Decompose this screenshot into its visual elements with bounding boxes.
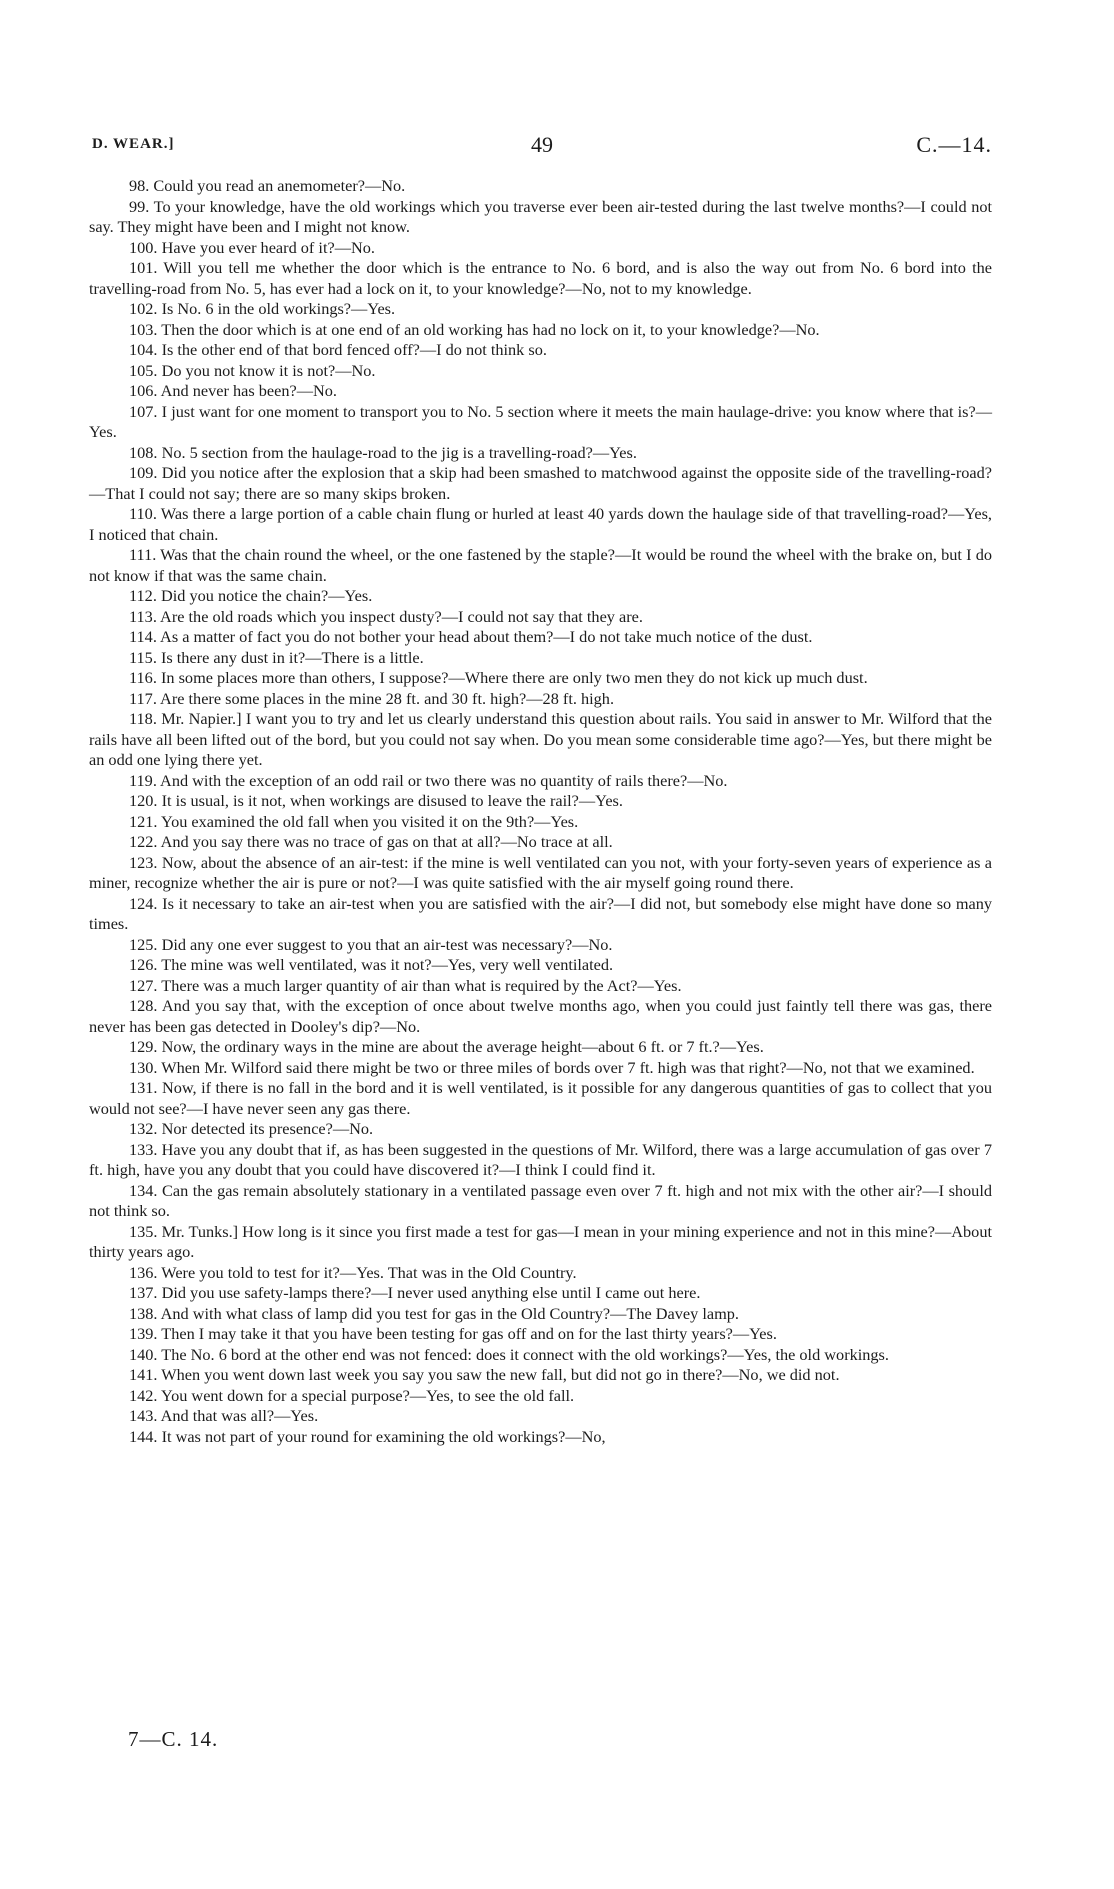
question-answer-paragraph: 142. You went down for a special purpose?—Yes, to see the old fall. — [129, 1385, 575, 1405]
question-answer-paragraph: 107. I just want for one moment to transport you to No. 5 section where it meets the main haulage-drive: you know where that is?—Yes. — [89, 401, 992, 441]
question-answer-paragraph: 137. Did you use safety-lamps there?—I never used anything else until I came out here. — [129, 1283, 701, 1302]
question-answer-paragraph: 98. Could you read an anemometer?—No. — [129, 176, 406, 195]
question-answer-paragraph: 132. Nor detected its presence?—No. — [129, 1119, 374, 1138]
question-answer-paragraph: 139. Then I may take it that you have been testing for gas off and on for the last thirty years?—Yes. — [129, 1324, 777, 1343]
question-answer-paragraph: 109. Did you notice after the explosion that a skip had been smashed to matchwood against the opposite side of the travelling-road?—That I could not say; there are so many skips broken. — [89, 463, 992, 503]
question-answer-paragraph: 129. Now, the ordinary ways in the mine are about the average height—about 6 ft. or 7 ft.?—Yes. — [129, 1037, 764, 1056]
question-answer-paragraph: 113. Are the old roads which you inspect dusty?—I could not say that they are. — [129, 606, 643, 626]
transcript-body — [89, 176, 992, 1447]
question-answer-paragraph: 117. Are there some places in the mine 28 ft. and 30 ft. high?—28 ft. high. — [129, 688, 615, 708]
question-answer-paragraph: 103. Then the door which is at one end of an old working has had no lock on it, to your knowledge?—No. — [129, 319, 820, 339]
header-witness-name: D. WEAR.] — [92, 136, 175, 152]
question-answer-paragraph: 106. And never has been?—No. — [129, 381, 337, 400]
question-answer-paragraph: 100. Have you ever heard of it?—No. — [129, 237, 375, 257]
question-answer-paragraph: 130. When Mr. Wilford said there might be two or three miles of bords over 7 ft. high was that right?—No, not that we examined. — [129, 1057, 975, 1077]
question-answer-paragraph: 126. The mine was well ventilated, was it not?—Yes, very well ventilated. — [129, 955, 614, 974]
page-header — [92, 132, 992, 162]
question-answer-paragraph: 123. Now, about the absence of an air-test: if the mine is well ventilated can you not, with your forty-seven years of experience as a miner, recognize whether the air is pure or not?—I was quite satisfied with the air myself going round there. — [89, 852, 992, 892]
page-number: 49 — [531, 132, 553, 157]
question-answer-paragraph: 112. Did you notice the chain?—Yes. — [129, 586, 373, 605]
question-answer-paragraph: 105. Do you not know it is not?—No. — [129, 360, 376, 380]
question-answer-paragraph: 125. Did any one ever suggest to you that an air-test was necessary?—No. — [129, 934, 613, 954]
question-answer-paragraph: 138. And with what class of lamp did you test for gas in the Old Country?—The Davey lamp. — [129, 1303, 739, 1323]
question-answer-paragraph: 114. As a matter of fact you do not bother your head about them?—I do not take much notice of the dust. — [129, 627, 813, 646]
question-answer-paragraph: 118. Mr. Napier.] I want you to try and let us clearly understand this question about rails. You said in answer to Mr. Wilford that the rails have all been lifted out of the bord, but you could not say when. Do you mean some considerable time ago?—Yes, but there might be an odd one lying there yet. — [89, 709, 992, 769]
question-answer-paragraph: 128. And you say that, with the exception of once about twelve months ago, when you could just faintly tell there was gas, there never has been gas detected in Dooley's dip?—No. — [89, 996, 992, 1036]
question-answer-paragraph: 141. When you went down last week you say you saw the new fall, but did not go in there?—No, we did not. — [129, 1365, 840, 1384]
question-answer-paragraph: 116. In some places more than others, I suppose?—Where there are only two men they do not kick up much dust. — [129, 668, 868, 687]
question-answer-paragraph: 101. Will you tell me whether the door which is the entrance to No. 6 bord, and is also the way out from No. 6 bord into the travelling-road from No. 5, has ever had a lock on it, to your knowledge?—No, not to my knowledge. — [89, 258, 992, 298]
question-answer-paragraph: 131. Now, if there is no fall in the bord and it is well ventilated, is it possible for any dangerous quantities of gas to collect that you would not see?—I have never seen any gas there. — [89, 1078, 992, 1118]
question-answer-paragraph: 119. And with the exception of an odd rail or two there was no quantity of rails there?—No. — [129, 770, 728, 790]
question-answer-paragraph: 121. You examined the old fall when you visited it on the 9th?—Yes. — [129, 811, 579, 831]
question-answer-paragraph: 140. The No. 6 bord at the other end was not fenced: does it connect with the old workings?—Yes, the old workings. — [129, 1344, 889, 1364]
question-answer-paragraph: 133. Have you any doubt that if, as has been suggested in the questions of Mr. Wilford, there was a large accumulation of gas over 7 ft. high, have you any doubt that you could have discovered it?—I think I could find it. — [89, 1139, 992, 1179]
question-answer-paragraph: 134. Can the gas remain absolutely stationary in a ventilated passage even over 7 ft. high and not mix with the other air?—I should not think so. — [89, 1180, 992, 1220]
question-answer-paragraph: 135. Mr. Tunks.] How long is it since you first made a test for gas—I mean in your mining experience and not in this mine?—About thirty years ago. — [89, 1221, 992, 1261]
question-answer-paragraph: 124. Is it necessary to take an air-test when you are satisfied with the air?—I did not, but somebody else might have done so many times. — [89, 893, 992, 933]
question-answer-paragraph: 99. To your knowledge, have the old workings which you traverse ever been air-tested during the last twelve months?—I could not say. They might have been and I might not know. — [89, 196, 992, 236]
question-answer-paragraph: 122. And you say there was no trace of gas on that at all?—No trace at all. — [129, 832, 613, 851]
question-answer-paragraph: 104. Is the other end of that bord fenced off?—I do not think so. — [129, 340, 547, 359]
question-answer-paragraph: 110. Was there a large portion of a cable chain flung or hurled at least 40 yards down the haulage side of that travelling-road?—Yes, I noticed that chain. — [89, 504, 992, 544]
question-answer-paragraph: 115. Is there any dust in it?—There is a little. — [129, 647, 424, 667]
question-answer-paragraph: 143. And that was all?—Yes. — [129, 1406, 319, 1425]
printer-signature-mark: 7—C. 14. — [128, 1727, 219, 1751]
question-answer-paragraph: 127. There was a much larger quantity of air than what is required by the Act?—Yes. — [129, 975, 682, 995]
document-reference: C.—14. — [916, 132, 992, 157]
question-answer-paragraph: 136. Were you told to test for it?—Yes. That was in the Old Country. — [129, 1262, 577, 1282]
question-answer-paragraph: 111. Was that the chain round the wheel, or the one fastened by the staple?—It would be round the wheel with the brake on, but I do not know if that was the same chain. — [89, 545, 992, 585]
question-answer-paragraph: 144. It was not part of your round for examining the old workings?—No, — [129, 1426, 606, 1446]
question-answer-paragraph: 108. No. 5 section from the haulage-road to the jig is a travelling-road?—Yes. — [129, 442, 637, 462]
question-answer-paragraph: 102. Is No. 6 in the old workings?—Yes. — [129, 299, 396, 318]
question-answer-paragraph: 120. It is usual, is it not, when workings are disused to leave the rail?—Yes. — [129, 791, 623, 810]
